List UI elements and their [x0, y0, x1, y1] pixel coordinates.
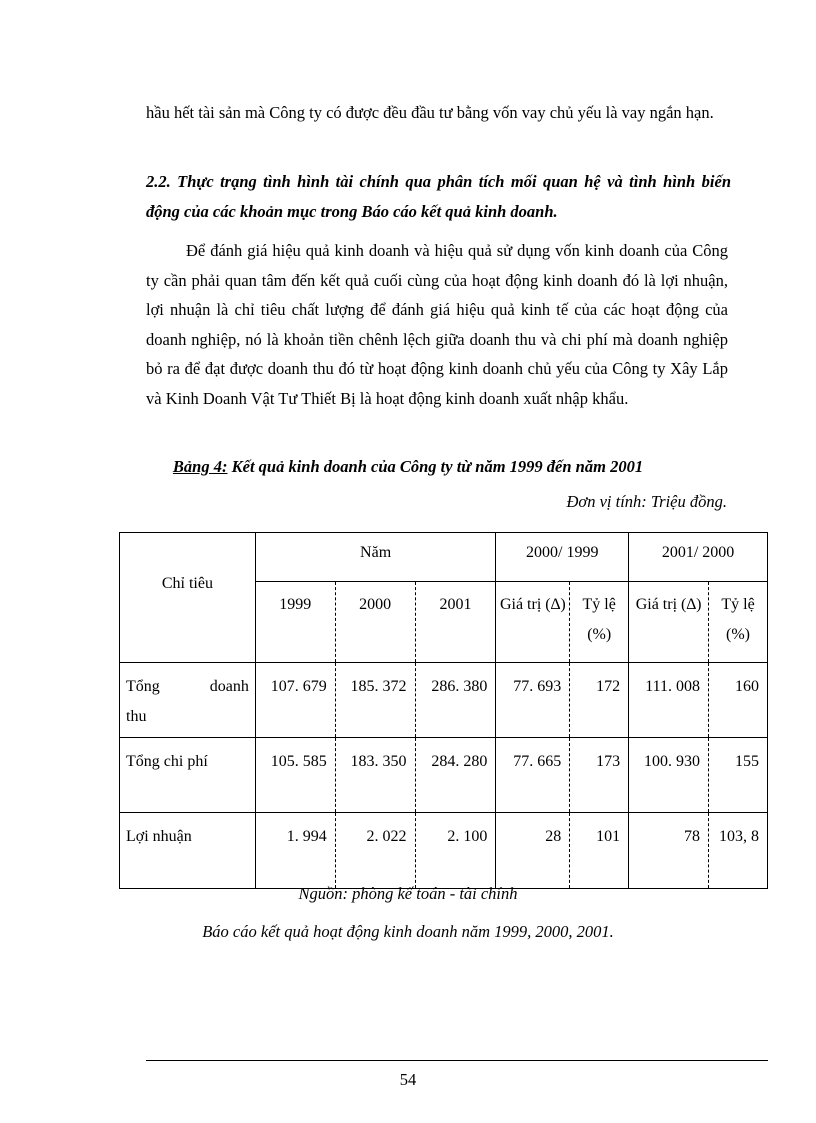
table-row — [120, 738, 768, 813]
paragraph-2: Để đánh giá hiệu quả kinh doanh và hiệu quả sử dụng vốn kinh doanh của Công ty cần phải quan tâm đến kết quả cuối cùng của hoạt động kinh doanh đó là lợi nhuận, lợi nhuận là chỉ tiêu chất lượng để đánh giá hiệu quả kinh tế của các hoạt động của doanh nghiệp, nó là khoản tiền chênh lệch giữa doanh thu và chi phí mà doanh nghiệp bỏ ra để đạt được doanh thu đó từ hoạt động kinh doanh chủ yếu của Công ty Xây Lắp và Kinh Doanh Vật Tư Thiết Bị là hoạt động kinh doanh xuất nhập khẩu. — [146, 241, 728, 408]
header-2000: 2000 — [335, 582, 415, 663]
section-heading: 2.2. Thực trạng tình hình tài chính qua phân tích mối quan hệ và tình hình biến động của các khoản mục trong Báo cáo kết quả kinh doanh. — [146, 172, 731, 221]
results-table — [119, 532, 768, 889]
cell-ty-le-1: 101 — [570, 813, 629, 889]
cell-1999: 107. 679 — [255, 663, 335, 738]
unit-note: Đơn vị tính: Triệu đồng. — [566, 492, 727, 511]
header-group-2001-2000: 2001/ 2000 — [629, 533, 768, 582]
header-row-top — [120, 533, 768, 582]
cell-2001: 286. 380 — [415, 663, 496, 738]
report-note: Báo cáo kết quả hoạt động kinh doanh năm 1999, 2000, 2001. — [202, 922, 614, 941]
header-gia-tri-1: Giá trị (∆) — [496, 582, 570, 663]
header-ty-le-1: Tỷ lệ (%) — [570, 582, 629, 663]
row-label-part: thu — [126, 708, 147, 725]
cell-1999: 1. 994 — [255, 813, 335, 889]
row-label-part: doanh — [209, 678, 249, 695]
cell-2000: 183. 350 — [335, 738, 415, 813]
header-1999: 1999 — [255, 582, 335, 663]
cell-ty-le-1: 173 — [570, 738, 629, 813]
cell-2001: 284. 280 — [415, 738, 496, 813]
table-row — [120, 663, 768, 738]
cell-2001: 2. 100 — [415, 813, 496, 889]
header-chi-tieu: Chỉ tiêu — [120, 533, 256, 663]
header-group-2000-1999: 2000/ 1999 — [496, 533, 629, 582]
header-ty-le-2: Tỷ lệ (%) — [709, 582, 768, 663]
row-label: Lợi nhuận — [120, 813, 256, 889]
table-title — [0, 457, 816, 477]
cell-gia-tri-1: 77. 665 — [496, 738, 570, 813]
page-number: 54 — [399, 1070, 417, 1089]
cell-gia-tri-1: 77. 693 — [496, 663, 570, 738]
cell-gia-tri-2: 78 — [629, 813, 709, 889]
header-2001: 2001 — [415, 582, 496, 663]
cell-ty-le-1: 172 — [570, 663, 629, 738]
header-nam: Năm — [255, 533, 496, 582]
header-gia-tri-2: Giá trị (∆) — [629, 582, 709, 663]
cell-ty-le-2: 155 — [709, 738, 768, 813]
footer-divider — [146, 1060, 768, 1061]
cell-2000: 185. 372 — [335, 663, 415, 738]
cell-1999: 105. 585 — [255, 738, 335, 813]
cell-ty-le-2: 160 — [709, 663, 768, 738]
table-row — [120, 813, 768, 889]
table-title-text: Kết quả kinh doanh của Công ty từ năm 1999 đến năm 2001 — [227, 457, 644, 476]
paragraph-1: hầu hết tài sản mà Công ty có được đều đầu tư bằng vốn vay chủ yếu là vay ngắn hạn. — [146, 103, 714, 122]
cell-gia-tri-2: 111. 008 — [629, 663, 709, 738]
cell-ty-le-2: 103, 8 — [709, 813, 768, 889]
row-label-part: Tổng — [126, 678, 160, 695]
row-label: Tổng chi phí — [120, 738, 256, 813]
cell-gia-tri-2: 100. 930 — [629, 738, 709, 813]
cell-gia-tri-1: 28 — [496, 813, 570, 889]
source-note: Nguồn: phòng kế toán - tài chính — [298, 884, 518, 903]
row-label — [120, 663, 256, 738]
cell-2000: 2. 022 — [335, 813, 415, 889]
table-title-label: Bảng 4: — [172, 457, 228, 476]
